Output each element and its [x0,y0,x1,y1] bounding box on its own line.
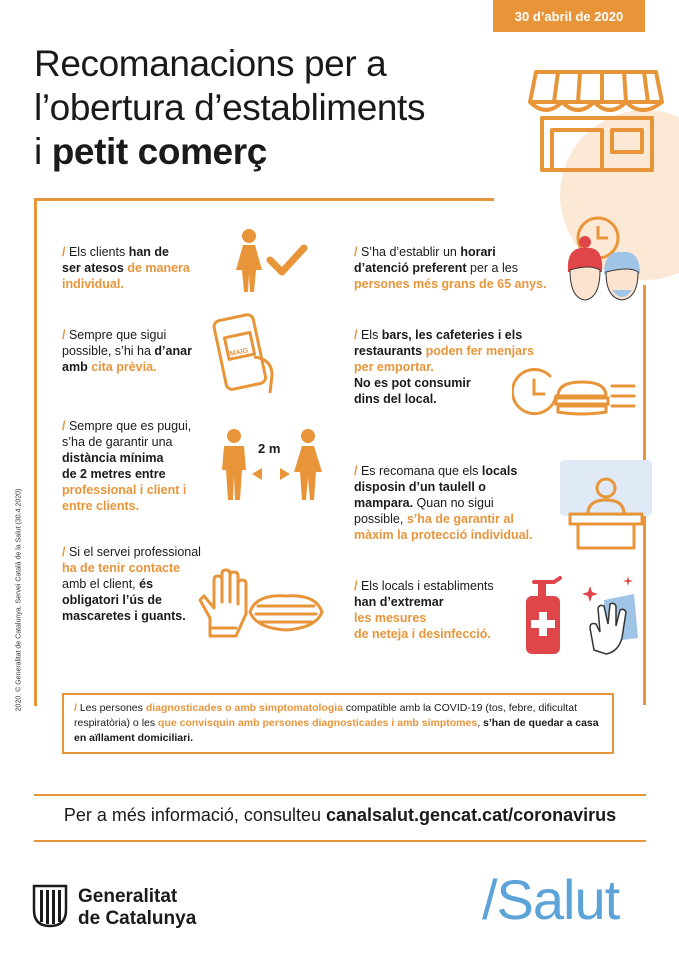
item-distancia: / Sempre que es pugui, s’ha de garantir una distància mínima de 2 metres entre professional i client i entre clients. [62,419,192,513]
info-link[interactable]: canalsalut.gencat.cat/coronavirus [326,805,617,825]
glove-mask-icon [196,566,326,642]
title-line-1: Recomanacions per a [34,43,387,84]
frame-top-line [34,198,494,201]
counter-screen-icon [558,458,654,552]
item-clients: / Els clients han de ser atesos de manera individual. [62,245,190,291]
takeaway-food-icon [512,366,638,420]
date-badge: 30 d’abril de 2020 [493,0,645,32]
item-mascaretes: / Si el servei professional ha de tenir contacte amb el client, és obligatori l’ús de mascaretes i guants. [62,545,201,623]
calendar-month-label: MAIG [229,347,249,359]
shop-icon [528,60,668,180]
title-line-3: i petit comerç [34,131,267,172]
elderly-clock-icon [560,212,646,308]
sanitizer-cleaning-icon [520,572,640,658]
frame-left-line [34,198,37,706]
item-bars: / Els bars, les cafeteries i els restaurants poden fer menjars per emportar. No es pot consumir dins del local. [354,328,534,406]
item-neteja: / Els locals i establiments han d’extremar les mesures de neteja i desinfecció. [354,579,494,641]
side-credit: 2020. © Generalitat de Catalunya. Servei Català de la Salut (30.4.2020) [15,488,23,712]
distance-label: 2 m [258,441,281,456]
phone-calendar-icon [210,313,280,395]
salut-logo: /Salut [482,868,620,931]
info-bottom-rule [34,840,646,842]
generalitat-logo-icon [32,884,68,928]
covid-note-box: / Les persones diagnosticades o amb simptomatologia compatible amb la COVID-19 (tos, febre, dificultat respiratòria) o les que convisquin amb persones diagnosticades i amb símptomes, s’han de quedar a casa en aïllament domiciliari. [62,693,614,754]
item-cita-previa: / Sempre que sigui possible, s’hi ha d’anar amb cita prèvia. [62,328,192,374]
info-top-rule [34,794,646,796]
page-title [34,42,514,174]
item-taulell: / Es recomana que els locals disposin d’un taulell o mampara. Quan no sigui possible, s’ha de garantir al màxim la protecció individual. [354,464,533,542]
item-horari: / S’ha d’establir un horari d’atenció preferent per a les persones més grans de 65 anys. [354,245,547,291]
more-info-line: Per a més informació, consulteu canalsalut.gencat.cat/coronavirus [63,805,617,825]
generalitat-name: Generalitat de Catalunya [78,886,197,929]
title-line-2: l’obertura d’establiments [34,87,426,128]
person-check-icon [232,226,312,296]
distance-icon [218,428,328,504]
